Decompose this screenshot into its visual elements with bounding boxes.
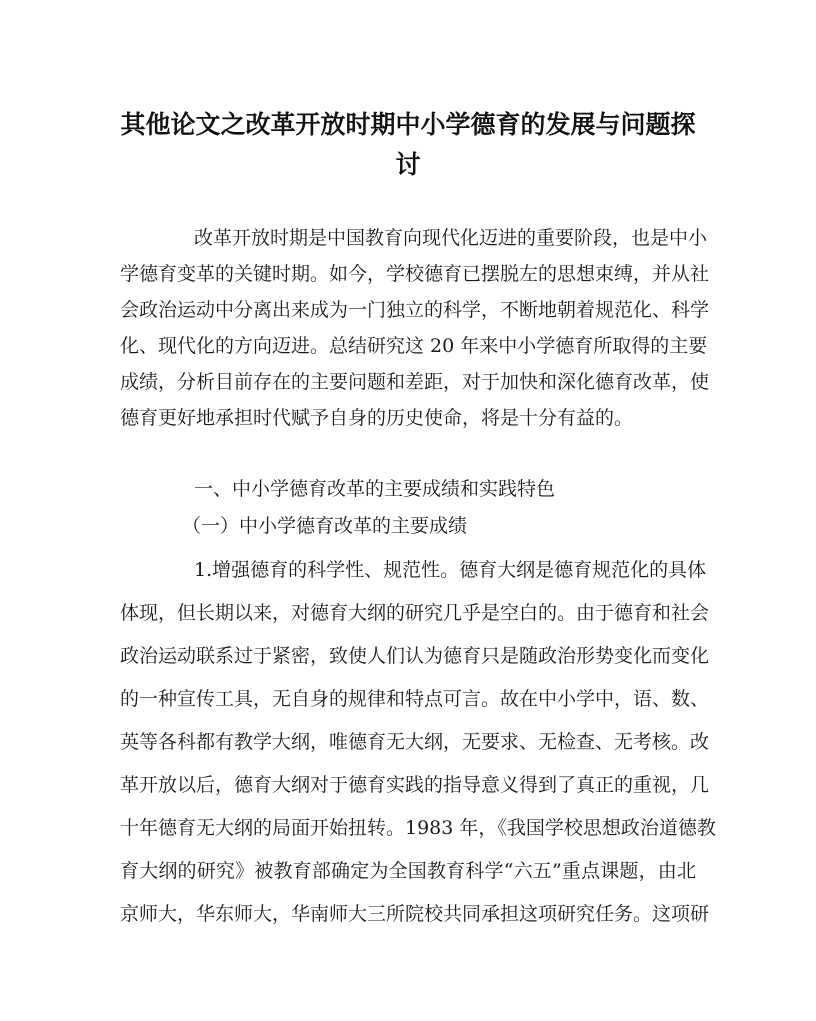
section1-paragraph-line-4: 的一种宣传工具，无自身的规律和特点可言。故在中小学中，语、数、: [120, 688, 710, 710]
section1-paragraph-line-1: 1.增强德育的科学性、规范性。德育大纲是德育规范化的具体: [194, 559, 707, 581]
section-heading-1: 一、中小学德育改革的主要成绩和实践特色: [194, 478, 556, 500]
intro-paragraph-line-4: 化、现代化的方向迈进。总结研究这 20 年来中小学德育所取得的主要: [120, 335, 708, 357]
section1-paragraph-line-2: 体现，但长期以来，对德育大纲的研究几乎是空白的。由于德育和社会: [120, 602, 710, 624]
section1-paragraph-line-3: 政治运动联系过于紧密，致使人们认为德育只是随政治形势变化而变化: [120, 645, 710, 667]
document-title-line-1: 其他论文之改革开放时期中小学德育的发展与问题探: [120, 110, 696, 139]
section1-paragraph-line-7: 十年德育无大纲的局面开始扭转。1983 年，《我国学校思想政治道德教: [120, 817, 716, 839]
section1-paragraph-line-5: 英等各科都有教学大纲，唯德育无大纲，无要求、无检查、无考核。改: [120, 731, 710, 753]
section1-paragraph-line-8: 育大纲的研究》被教育部确定为全国教育科学“六五”重点课题，由北: [120, 860, 696, 882]
intro-paragraph-line-2: 学德育变革的关键时期。如今，学校德育已摆脱左的思想束缚，并从社: [120, 263, 710, 285]
intro-paragraph-line-3: 会政治运动中分离出来成为一门独立的科学，不断地朝着规范化、科学: [120, 299, 710, 321]
intro-paragraph-line-6: 德育更好地承担时代赋予自身的历史使命，将是十分有益的。: [120, 407, 634, 429]
document-title-line-2: 讨: [395, 150, 421, 179]
intro-paragraph-line-5: 成绩，分析目前存在的主要问题和差距，对于加快和深化德育改革，使: [120, 371, 710, 393]
intro-paragraph-line-1: 改革开放时期是中国教育向现代化迈进的重要阶段，也是中小: [194, 227, 708, 249]
section1-paragraph-line-6: 革开放以后，德育大纲对于德育实践的指导意义得到了真正的重视，几: [120, 774, 710, 796]
section1-paragraph-line-9: 京师大，华东师大，华南师大三所院校共同承担这项研究任务。这项研: [120, 903, 710, 925]
section-heading-2: （一）中小学德育改革的主要成绩: [182, 515, 468, 537]
